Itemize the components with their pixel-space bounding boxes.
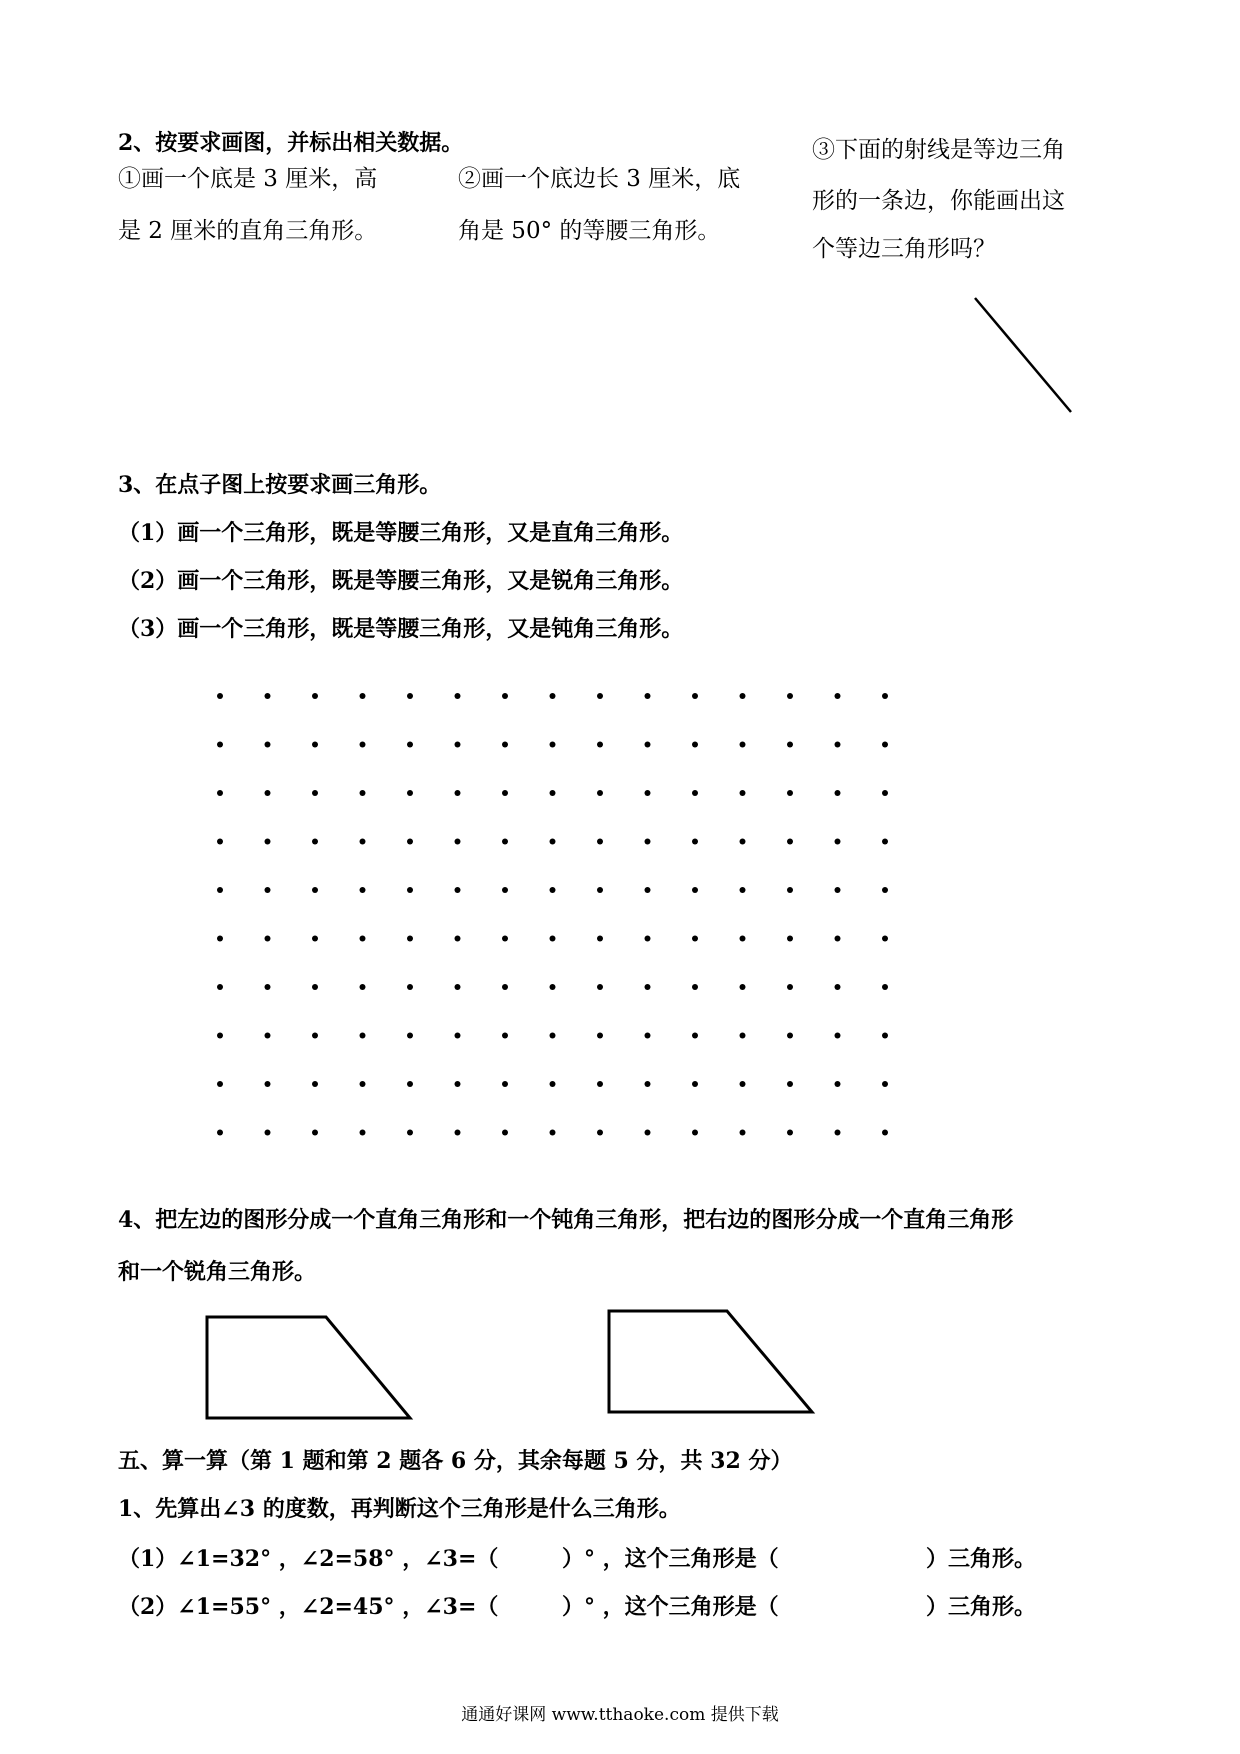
grid-dot	[455, 984, 461, 990]
grid-dot	[597, 742, 603, 748]
grid-dot	[217, 1130, 223, 1136]
grid-dot	[787, 984, 793, 990]
grid-dot	[692, 1033, 698, 1039]
grid-dot	[692, 693, 698, 699]
grid-dot	[265, 887, 271, 893]
section4-line2: 和一个锐角三角形。	[118, 1259, 317, 1285]
grid-dot	[692, 936, 698, 942]
grid-dot	[312, 839, 318, 845]
grid-dot	[692, 887, 698, 893]
page-footer: 通通好课网 www.tthaoke.com 提供下载	[461, 1705, 779, 1725]
grid-dot	[312, 742, 318, 748]
grid-dot	[455, 790, 461, 796]
section5-question1: 1、先算出∠3 的度数，再判断这个三角形是什么三角形。	[118, 1496, 681, 1522]
grid-dot	[692, 1081, 698, 1087]
grid-dot	[265, 742, 271, 748]
grid-dot	[455, 1130, 461, 1136]
grid-dot	[407, 693, 413, 699]
grid-dot	[597, 1081, 603, 1087]
grid-dot	[835, 984, 841, 990]
calc-row-2-suffix: ）三角形。	[926, 1594, 1037, 1620]
grid-dot	[597, 1130, 603, 1136]
grid-dot	[502, 887, 508, 893]
grid-dot	[740, 742, 746, 748]
left-trapezoid-shape	[207, 1317, 410, 1418]
calc-row-2-mid: ）° ，这个三角形是（	[562, 1594, 779, 1620]
grid-dot	[835, 1130, 841, 1136]
grid-dot	[787, 790, 793, 796]
grid-dot	[265, 790, 271, 796]
grid-dot	[360, 887, 366, 893]
grid-dot	[550, 887, 556, 893]
grid-dot	[360, 1081, 366, 1087]
section2-item3-line2: 形的一条边，你能画出这	[812, 188, 1065, 214]
calc-row-1-suffix: ）三角形。	[926, 1546, 1037, 1572]
grid-dot	[217, 742, 223, 748]
grid-dot	[787, 1081, 793, 1087]
grid-dot	[265, 1130, 271, 1136]
grid-dot	[455, 742, 461, 748]
grid-dot	[787, 887, 793, 893]
grid-dot	[882, 693, 888, 699]
grid-dot	[407, 1081, 413, 1087]
grid-dot	[265, 936, 271, 942]
grid-dot	[835, 693, 841, 699]
grid-dot	[217, 790, 223, 796]
grid-dot	[312, 1081, 318, 1087]
grid-dot	[360, 790, 366, 796]
grid-dot	[550, 742, 556, 748]
grid-dot	[882, 936, 888, 942]
grid-dot	[787, 936, 793, 942]
grid-dot	[597, 693, 603, 699]
grid-dot	[407, 1130, 413, 1136]
grid-dot	[740, 790, 746, 796]
grid-dot	[835, 839, 841, 845]
grid-dot	[312, 984, 318, 990]
grid-dot	[217, 693, 223, 699]
section2-item1-line1: ①画一个底是 3 厘米，高	[118, 166, 378, 192]
grid-dot	[740, 1033, 746, 1039]
section2-item1-line2: 是 2 厘米的直角三角形。	[118, 218, 378, 244]
grid-dot	[407, 790, 413, 796]
grid-dot	[265, 984, 271, 990]
grid-dot	[217, 887, 223, 893]
grid-dot	[597, 1033, 603, 1039]
grid-dot	[882, 839, 888, 845]
grid-dot	[360, 693, 366, 699]
grid-dot	[217, 984, 223, 990]
grid-dot	[740, 1081, 746, 1087]
grid-dot	[835, 742, 841, 748]
grid-dot	[835, 887, 841, 893]
grid-dot	[882, 984, 888, 990]
grid-dot	[217, 936, 223, 942]
grid-dot	[645, 1081, 651, 1087]
grid-dot	[217, 839, 223, 845]
grid-dot	[645, 984, 651, 990]
grid-dot	[692, 790, 698, 796]
grid-dot	[502, 790, 508, 796]
grid-dot	[360, 1130, 366, 1136]
grid-dot	[502, 984, 508, 990]
grid-dot	[597, 790, 603, 796]
grid-dot	[360, 742, 366, 748]
grid-dot	[502, 1033, 508, 1039]
grid-dot	[455, 693, 461, 699]
grid-dot	[787, 1033, 793, 1039]
section3-item-1: （1）画一个三角形，既是等腰三角形，又是直角三角形。	[118, 520, 684, 546]
grid-dot	[265, 1033, 271, 1039]
grid-dot	[312, 1033, 318, 1039]
calc-row-1-mid: ）° ，这个三角形是（	[562, 1546, 779, 1572]
grid-dot	[502, 693, 508, 699]
grid-dot	[407, 887, 413, 893]
grid-dot	[740, 839, 746, 845]
grid-dot	[787, 839, 793, 845]
grid-dot	[550, 1033, 556, 1039]
grid-dot	[502, 839, 508, 845]
section2-item2-line2: 角是 50° 的等腰三角形。	[458, 218, 721, 244]
section2-item3-line1: ③下面的射线是等边三角	[812, 137, 1065, 163]
grid-dot	[265, 1081, 271, 1087]
grid-dot	[265, 693, 271, 699]
grid-dot	[787, 742, 793, 748]
grid-dot	[692, 1130, 698, 1136]
grid-dot	[645, 887, 651, 893]
grid-dot	[312, 887, 318, 893]
grid-dot	[550, 936, 556, 942]
grid-dot	[360, 984, 366, 990]
grid-dot	[407, 1033, 413, 1039]
grid-dot	[312, 1130, 318, 1136]
grid-dot	[740, 984, 746, 990]
grid-dot	[597, 936, 603, 942]
grid-dot	[882, 1130, 888, 1136]
grid-dot	[645, 936, 651, 942]
grid-dot	[882, 790, 888, 796]
grid-dot	[407, 839, 413, 845]
grid-dot	[265, 839, 271, 845]
grid-dot	[740, 693, 746, 699]
grid-dot	[740, 887, 746, 893]
grid-dot	[835, 1033, 841, 1039]
right-trapezoid-shape	[609, 1311, 812, 1412]
grid-dot	[502, 742, 508, 748]
grid-dot	[550, 1130, 556, 1136]
grid-dot	[787, 1130, 793, 1136]
grid-dot	[407, 742, 413, 748]
section2-item3-line3: 个等边三角形吗？	[812, 236, 996, 262]
grid-dot	[645, 839, 651, 845]
grid-dot	[455, 839, 461, 845]
section3-heading: 3、在点子图上按要求画三角形。	[118, 472, 442, 498]
grid-dot	[882, 1081, 888, 1087]
grid-dot	[312, 693, 318, 699]
grid-dot	[502, 1130, 508, 1136]
section2-item2-line1: ②画一个底边长 3 厘米，底	[458, 166, 741, 192]
section2-heading: 2、按要求画图，并标出相关数据。	[118, 130, 464, 156]
grid-dot	[550, 839, 556, 845]
grid-dot	[360, 1033, 366, 1039]
grid-dot	[455, 1033, 461, 1039]
grid-dot	[645, 1033, 651, 1039]
grid-dot	[312, 790, 318, 796]
grid-dot	[882, 887, 888, 893]
grid-dot	[645, 693, 651, 699]
equilateral-triangle-side-ray	[975, 298, 1071, 412]
grid-dot	[360, 839, 366, 845]
grid-dot	[740, 936, 746, 942]
grid-dot	[597, 887, 603, 893]
grid-dot	[645, 1130, 651, 1136]
calc-row-2-prefix: （2）∠1=55° ，∠2=45° ，∠3=（	[118, 1594, 499, 1620]
grid-dot	[550, 693, 556, 699]
grid-dot	[835, 936, 841, 942]
grid-dot	[312, 936, 318, 942]
grid-dot	[550, 1081, 556, 1087]
grid-dot	[407, 984, 413, 990]
grid-dot	[217, 1081, 223, 1087]
calc-row-1-prefix: （1）∠1=32° ，∠2=58° ，∠3=（	[118, 1546, 499, 1572]
grid-dot	[455, 936, 461, 942]
grid-dot	[692, 742, 698, 748]
section5-heading: 五、算一算（第 1 题和第 2 题各 6 分，其余每题 5 分，共 32 分）	[118, 1448, 793, 1474]
grid-dot	[835, 790, 841, 796]
grid-dot	[455, 887, 461, 893]
grid-dot	[502, 1081, 508, 1087]
grid-dot	[550, 984, 556, 990]
grid-dot	[455, 1081, 461, 1087]
grid-dot	[692, 984, 698, 990]
section3-item-3: （3）画一个三角形，既是等腰三角形，又是钝角三角形。	[118, 616, 684, 642]
section3-item-2: （2）画一个三角形，既是等腰三角形，又是锐角三角形。	[118, 568, 684, 594]
grid-dot	[692, 839, 698, 845]
grid-dot	[360, 936, 366, 942]
grid-dot	[550, 790, 556, 796]
grid-dot	[787, 693, 793, 699]
grid-dot	[645, 790, 651, 796]
dot-grid	[217, 693, 888, 1136]
grid-dot	[217, 1033, 223, 1039]
grid-dot	[407, 936, 413, 942]
grid-dot	[597, 984, 603, 990]
grid-dot	[740, 1130, 746, 1136]
grid-dot	[882, 742, 888, 748]
grid-dot	[597, 839, 603, 845]
grid-dot	[502, 936, 508, 942]
grid-dot	[835, 1081, 841, 1087]
grid-dot	[645, 742, 651, 748]
section4-line1: 4、把左边的图形分成一个直角三角形和一个钝角三角形，把右边的图形分成一个直角三角形	[118, 1207, 1014, 1233]
grid-dot	[882, 1033, 888, 1039]
